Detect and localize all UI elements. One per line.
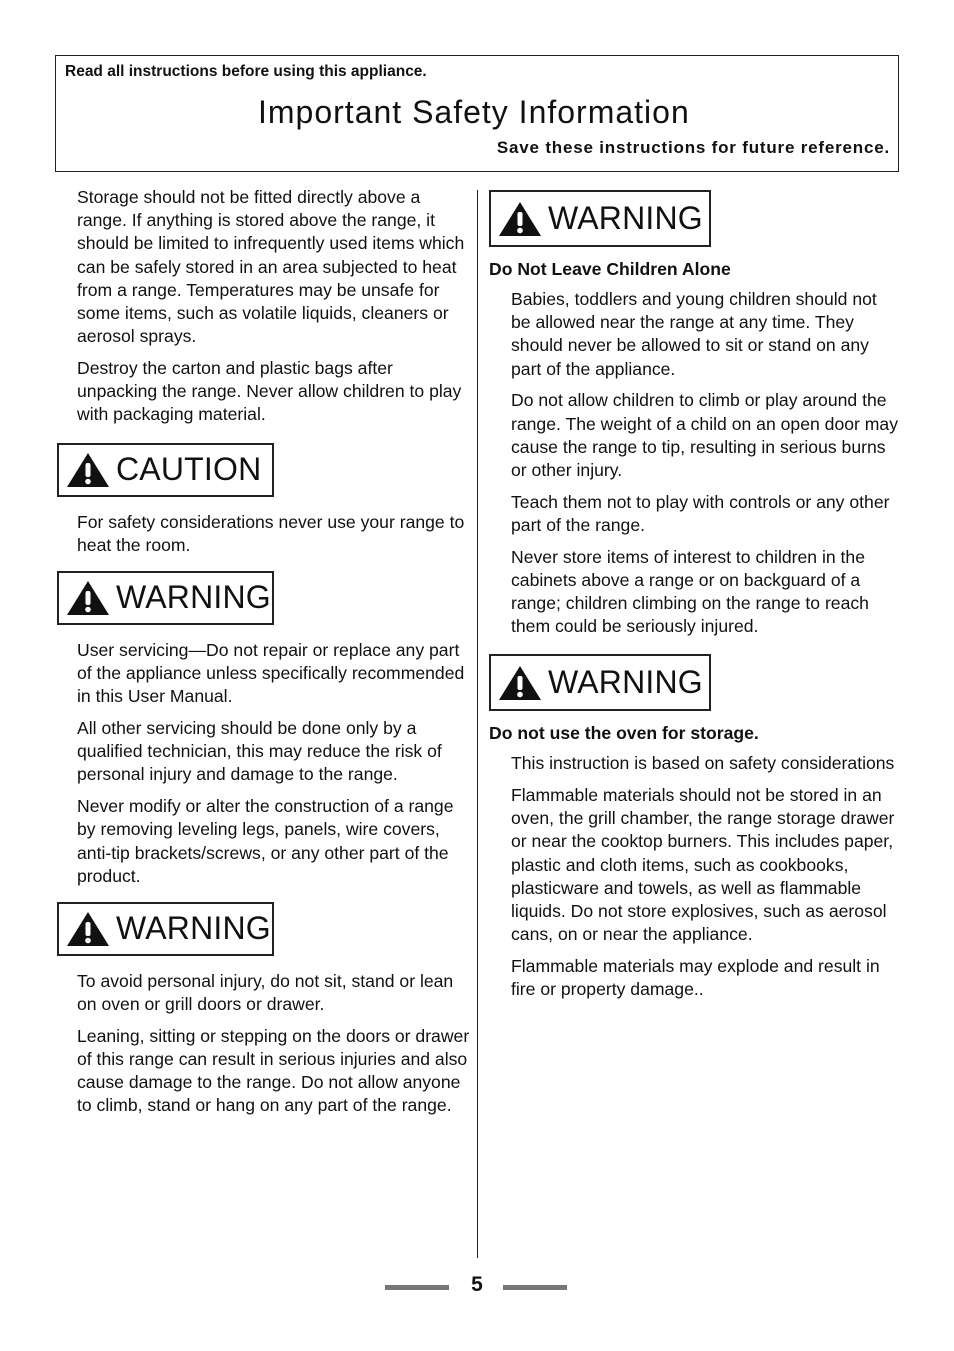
warning-label: WARNING (548, 664, 703, 701)
paragraph: User servicing—Do not repair or replace any part of the appliance unless specifically recommended in this User Manual. (77, 639, 465, 707)
paragraph: Destroy the carton and plastic bags after unpacking the range. Never allow children to play with packaging material. (77, 357, 462, 425)
paragraph: Leaning, sitting or stepping on the doors or drawer of this range can result in serious injuries and also cause damage to the range. Do not allow anyone to climb, stand or hang on any part of the range. (77, 1025, 470, 1116)
caution-box (57, 443, 274, 497)
header-box (55, 55, 899, 172)
warning-triangle-icon (497, 664, 543, 702)
read-instructions-notice: Read all instructions before using this appliance. (65, 63, 427, 80)
warning-triangle-icon (65, 910, 111, 948)
warning-triangle-icon (65, 451, 111, 489)
paragraph: Teach them not to play with controls or any other part of the range. (511, 491, 890, 535)
column-divider (477, 190, 478, 1258)
paragraph: For safety considerations never use your range to heat the room. (77, 511, 465, 555)
caution-label: CAUTION (116, 451, 262, 488)
page-number: 5 (471, 1273, 483, 1296)
footer-bar-left (385, 1285, 449, 1290)
paragraph: Flammable materials may explode and result in fire or property damage.. (511, 955, 880, 1000)
paragraph: Do not allow children to climb or play around the range. The weight of a child on an open door may cause the range to tip, resulting in serious burns or other injury. (511, 390, 898, 480)
warning-box (57, 902, 274, 956)
paragraph: Never modify or alter the construction of a range by removing leveling legs, panels, wire covers, anti-tip brackets/screws, or any other part of the product. (77, 796, 454, 886)
paragraph: Flammable materials should not be stored in an oven, the grill chamber, the range storage drawer or near the cooktop burners. This includes paper, plastic and cloth items, such as cookbooks, plasticware and towels, as well as flammable liquids. Do not store explosives, such as aerosol cans, on or near the appliance. (511, 785, 895, 945)
save-instructions-note: Save these instructions for future reference. (496, 138, 890, 157)
footer-bar-right (503, 1285, 567, 1290)
paragraph: Storage should not be fitted directly above a range. If anything is stored above the range, it should be limited to infrequently used items which can be safely stored in an area subjected to heat from a range. Temperatures may be unsafe for some items, such as volatile liquids, cleaners or aerosol sprays. (77, 187, 465, 347)
warning-triangle-icon (65, 579, 111, 617)
page-title: Important Safety Information (258, 94, 690, 130)
paragraph: This instruction is based on safety considerations (511, 753, 895, 774)
section-heading: Do Not Leave Children Alone (489, 259, 731, 279)
warning-label: WARNING (116, 910, 271, 947)
paragraph: All other servicing should be done only by a qualified technician, this may reduce the risk of personal injury and damage to the range. (77, 718, 442, 785)
warning-box (489, 654, 711, 711)
warning-triangle-icon (497, 200, 543, 238)
warning-box (57, 571, 274, 625)
warning-label: WARNING (548, 200, 703, 236)
section-heading: Do not use the oven for storage. (489, 723, 759, 744)
left-column (55, 186, 470, 1126)
warning-label: WARNING (116, 579, 271, 616)
paragraph: To avoid personal injury, do not sit, stand or lean on oven or grill doors or drawer. (77, 970, 454, 1015)
paragraph: Babies, toddlers and young children should not be allowed near the range at any time. They should never be allowed to sit or stand on any part of the appliance. (511, 289, 877, 379)
right-column (489, 190, 899, 1010)
paragraph: Never store items of interest to children in the cabinets above a range or on backguard of a range; children climbing on the range to reach them could be seriously injured. (511, 546, 869, 637)
warning-box (489, 190, 711, 247)
